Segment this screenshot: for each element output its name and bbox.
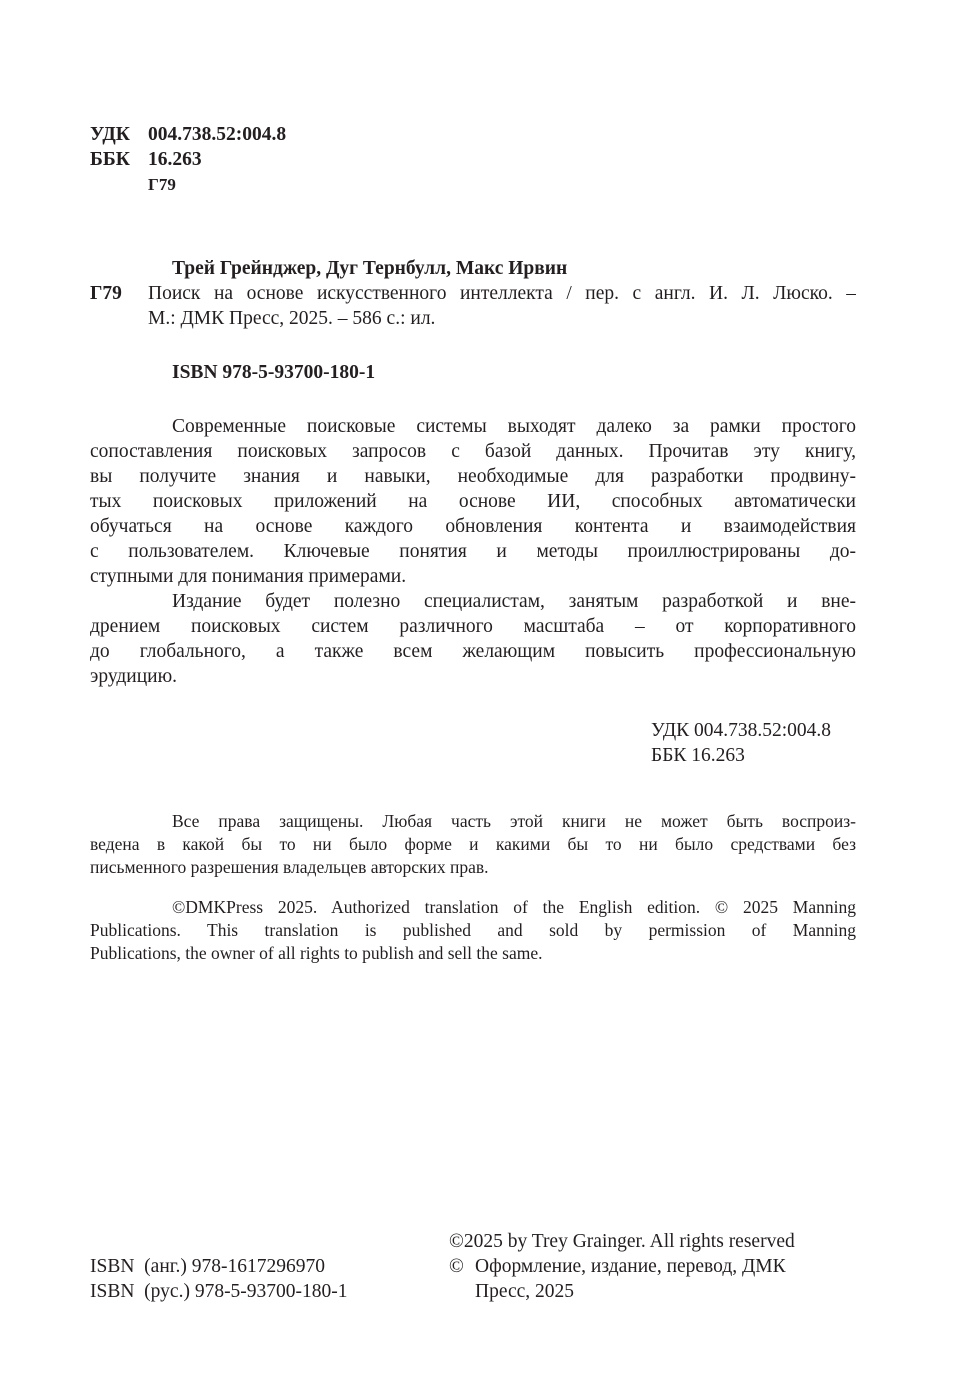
abstract-line: дрением поисковых систем различного масштаба – от корпоративного [90, 616, 856, 637]
rights-line: письменного разрешения владельцев авторских прав. [90, 857, 489, 877]
copyright-publisher-cont: Пресс, 2025 [475, 1281, 575, 1302]
abstract-line: эрудицию. [90, 666, 178, 687]
rights-line: ведена в какой бы то ни было форме и какими бы то ни было средствами без [90, 834, 856, 854]
isbn: ISBN 978-5-93700-180-1 [172, 362, 376, 383]
copyright-en-line: ©DMKPress 2025. Authorized translation of the English edition. © 2025 Manning [172, 897, 856, 917]
abstract-line: Издание будет полезно специалистам, занятым разработкой и вне- [172, 591, 856, 612]
copyright-en-line: Publications. This translation is published and sold by permission of Manning [90, 920, 856, 940]
title-line: Поиск на основе искусственного интеллекта / пер. с англ. И. Л. Люско. – [148, 283, 856, 304]
bbk-label: ББК [90, 149, 130, 170]
udk-right: УДК 004.738.52:004.8 [651, 720, 832, 741]
abstract-line: до глобального, а также всем желающим повысить профессиональную [90, 641, 856, 662]
rights-line: Все права защищены. Любая часть этой книги не может быть воспроиз- [172, 811, 856, 831]
copyright-symbol: © [449, 1256, 464, 1277]
udk-label: УДК [90, 124, 130, 145]
abstract-line: с пользователем. Ключевые понятия и методы проиллюстрированы до- [90, 541, 856, 562]
abstract-line: сопоставления поисковых запросов с базой данных. Прочитав эту книгу, [90, 441, 856, 462]
isbn-russian: ISBN (рус.) 978-5-93700-180-1 [90, 1281, 348, 1302]
author-mark: Г79 [148, 175, 176, 194]
udk-code: 004.738.52:004.8 [148, 124, 287, 145]
abstract-line: вы получите знания и навыки, необходимые для разработки продвину- [90, 466, 856, 487]
copyright-publisher: Оформление, издание, перевод, ДМК [475, 1256, 786, 1277]
bbk-code: 16.263 [148, 149, 202, 170]
copyright-en-line: Publications, the owner of all rights to publish and sell the same. [90, 943, 543, 963]
isbn-english: ISBN (анг.) 978-1617296970 [90, 1256, 326, 1277]
record-author-mark: Г79 [90, 283, 122, 304]
authors: Трей Грейнджер, Дуг Тернбулл, Макс Ирвин [172, 258, 568, 279]
abstract-line: тых поисковых приложений на основе ИИ, способных автоматически [90, 491, 856, 512]
bbk-right: ББК 16.263 [651, 745, 745, 766]
abstract-line: обучаться на основе каждого обновления контента и взаимодействия [90, 516, 856, 537]
title-line: М.: ДМК Пресс, 2025. – 586 с.: ил. [148, 308, 436, 329]
abstract-line: Современные поисковые системы выходят далеко за рамки простого [172, 416, 856, 437]
abstract-line: ступными для понимания примерами. [90, 566, 407, 587]
copyright-author: ©2025 by Trey Grainger. All rights reserved [449, 1231, 795, 1252]
